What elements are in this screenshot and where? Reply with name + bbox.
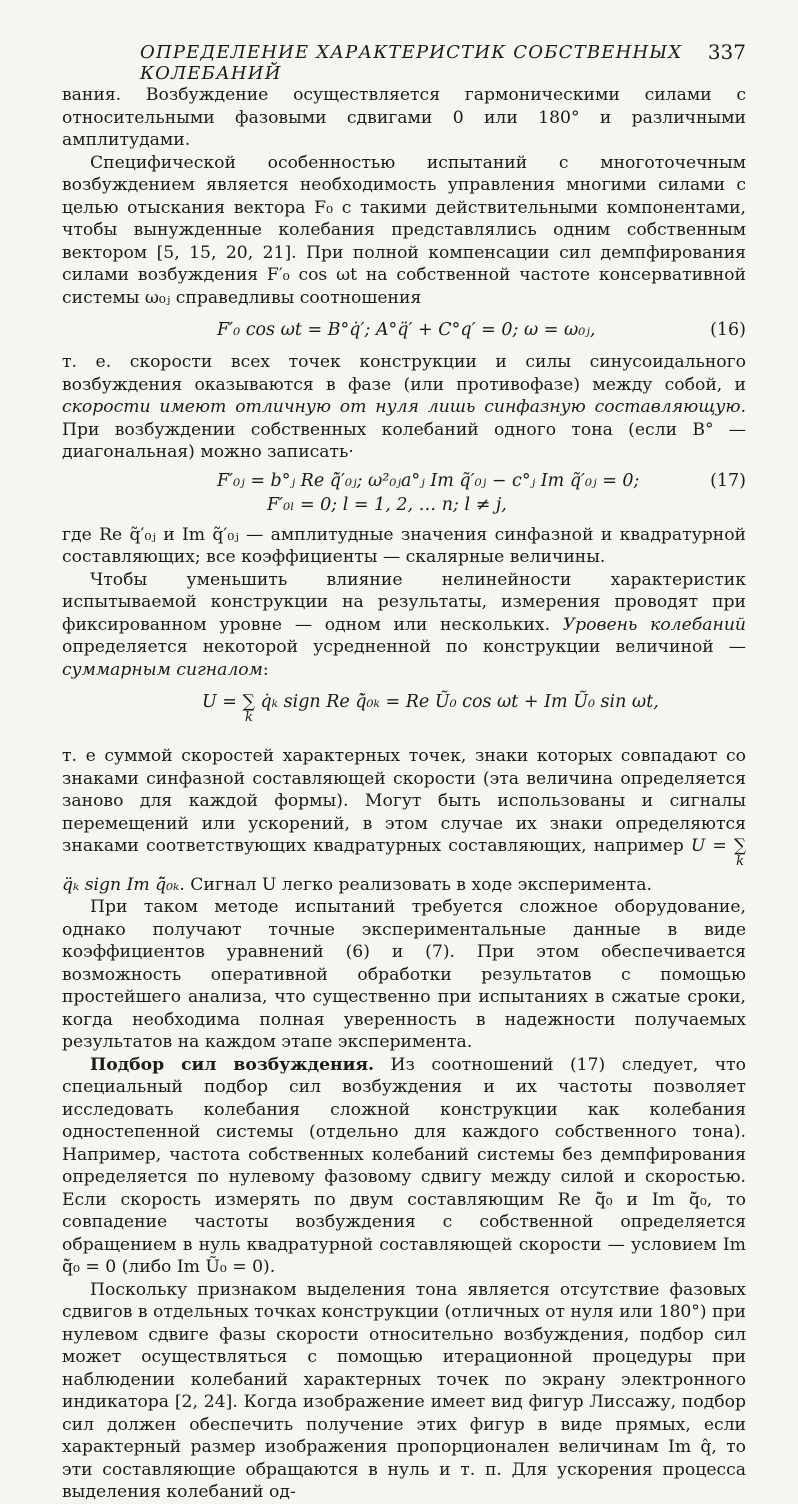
paragraph-5-start: Чтобы уменьшить влияние нелинейности характеристик испытываемой конструкции на результаты, измерения проводят при фиксированном уровне — одном или нескольких.	[62, 569, 746, 635]
paragraph-9: Поскольку признаком выделения тона является отсутствие фазовых сдвигов в отдельных точках конструкции (отличных от нуля или 180°) при нулевом сдвиге фазы скорости относительно возбуждения, подбор сил может осуществляться с помощью итерационной процедуры при наблюдении колебаний характерных точек по экрану электронного индикатора [2, 24]. Когда изображение имеет вид фигур Лиссажу, подбор сил должен обеспечить получение этих фигур в виде прямых, если характерный размер изображения пропорционален величинам Im q̂, то эти составляющие обращаются в нуль и т. п. Для ускорения процесса выделения колебаний од-	[62, 1279, 746, 1502]
equation-17-line-2-body: F′₀ₗ = 0; l = 1, 2, … n; l ≠ j,	[267, 494, 507, 515]
equation-17-line-1	[62, 470, 746, 492]
paragraph-8-body: Из соотношений (17) следует, что специальный подбор сил возбуждения и их частоты позволяет исследовать колебания сложной конструкции как колебания одностепенной системы (отдельно для каждого собственного тона). Например, частота собственных колебаний системы без демпфирования определяется по нулевому фазовому сдвигу между силой и скоростью. Если скорость измерять по двум составляющим Re q̃̇₀ и Im q̃̇₀, то совпадение частоты возбуждения с собственной определяется обращением в нуль квадратурной составляющей скорости — условием Im q̃̇₀ = 0 (либо Im Ũ₀ = 0).	[62, 1054, 746, 1277]
equation-17-line-2	[62, 494, 746, 516]
page-number: 337	[707, 40, 746, 64]
section-heading: Подбор сил возбуждения.	[90, 1054, 375, 1075]
paragraph-5-term-signal: суммарным сигналом	[62, 659, 263, 680]
paragraph-7: При таком методе испытаний требуется сложное оборудование, однако получают точные экспериментальные данные в виде коэффициентов уравнений (6) и (7). При этом обеспечивается возможность оперативной обработки результатов с помощью простейшего анализа, что существенно при испытаниях в сжатые сроки, когда необходима полная уверенность в надежности получаемых результатов на каждом этапе эксперимента.	[62, 897, 746, 1052]
equation-17-line-1-body: F′₀ⱼ = b°ⱼ Re q̃̇′₀ⱼ; ω²₀ⱼa°ⱼ Im q̃′₀ⱼ − c°ⱼ Im q̃′₀ⱼ = 0;	[217, 470, 640, 491]
paragraph-4: где Re q̃′₀ⱼ и Im q̃′₀ⱼ — амплитудные значения синфазной и квадратурной составляющих; все коэффициенты — скалярные величины.	[62, 524, 746, 567]
equation-sum-signal	[62, 691, 746, 729]
equation-sum-index: k	[245, 710, 253, 725]
paragraph-6-start: т. е суммой скоростей характерных точек, знаки которых совпадают со знаками синфазной составляющей скорости (эта величина определяется заново для каждой формы). Могут быть использованы и сигналы перемещений или ускорений, в этом случае их знаки определяются знаками соответствующих квадратурных составляющих, например	[62, 746, 746, 856]
running-head	[62, 40, 746, 84]
paragraph-2: Специфической особенностью испытаний с многоточечным возбуждением является необходимость управления многими силами с целью отыскания вектора F₀ с такими действительными компонентами, чтобы вынужденные колебания представлялись одним собственным вектором [5, 15, 20, 21]. При полной компенсации сил демпфирования силами возбуждения F′₀ cos ωt на собственной частоте консервативной системы ω₀ⱼ справедливы соотношения	[62, 152, 746, 308]
equation-16-number: (16)	[710, 320, 746, 340]
inline-sum-rhs: q̈ₖ sign Im q̃̈₀ₖ	[62, 874, 180, 895]
inline-sum-lhs: U = ∑	[690, 836, 747, 856]
equation-sum-rhs: q̇ₖ sign Re q̃̇₀ₖ = Re Ũ₀ cos ωt + Im Ũ₀ sin ωt,	[254, 692, 659, 712]
paragraph-5-end: :	[262, 659, 269, 680]
running-title: ОПРЕДЕЛЕНИЕ ХАРАКТЕРИСТИК СОБСТВЕННЫХ КОЛЕБАНИЙ	[140, 42, 683, 84]
paragraph-5	[62, 569, 746, 682]
inline-sum-index: k	[736, 854, 744, 869]
paragraph-5-term-level: Уровень колебаний	[562, 614, 746, 635]
paragraph-3	[62, 351, 746, 464]
equation-16-body: F′₀ cos ωt = B°q̇′; A°q̈′ + C°q′ = 0; ω = ω₀ⱼ,	[217, 320, 596, 340]
paragraph-1: вания. Возбуждение осуществляется гармоническими силами с относительными фазовыми сдвигами 0 или 180° и различными амплитудами.	[62, 85, 746, 150]
paragraph-3-end: При возбуждении собственных колебаний одного тона (если B° — диагональная) можно записать·	[62, 419, 746, 462]
paragraph-6-end: . Сигнал U легко реализовать в ходе эксперимента.	[179, 874, 652, 895]
paragraph-6	[62, 745, 746, 896]
paragraph-3-emphasis: скорости имеют отличную от нуля лишь синфазную составляющую.	[62, 397, 746, 417]
equation-17-number: (17)	[710, 470, 746, 491]
paragraph-5-mid: определяется некоторой усредненной по конструкции величиной —	[62, 637, 746, 657]
paragraph-3-start: т. е. скорости всех точек конструкции и силы синусоидального возбуждения оказываются в фазе (или противофазе) между собой, и	[62, 352, 746, 395]
equation-sum-lhs: U = ∑	[202, 692, 256, 712]
paragraph-8	[62, 1054, 746, 1279]
equation-16	[62, 319, 746, 341]
